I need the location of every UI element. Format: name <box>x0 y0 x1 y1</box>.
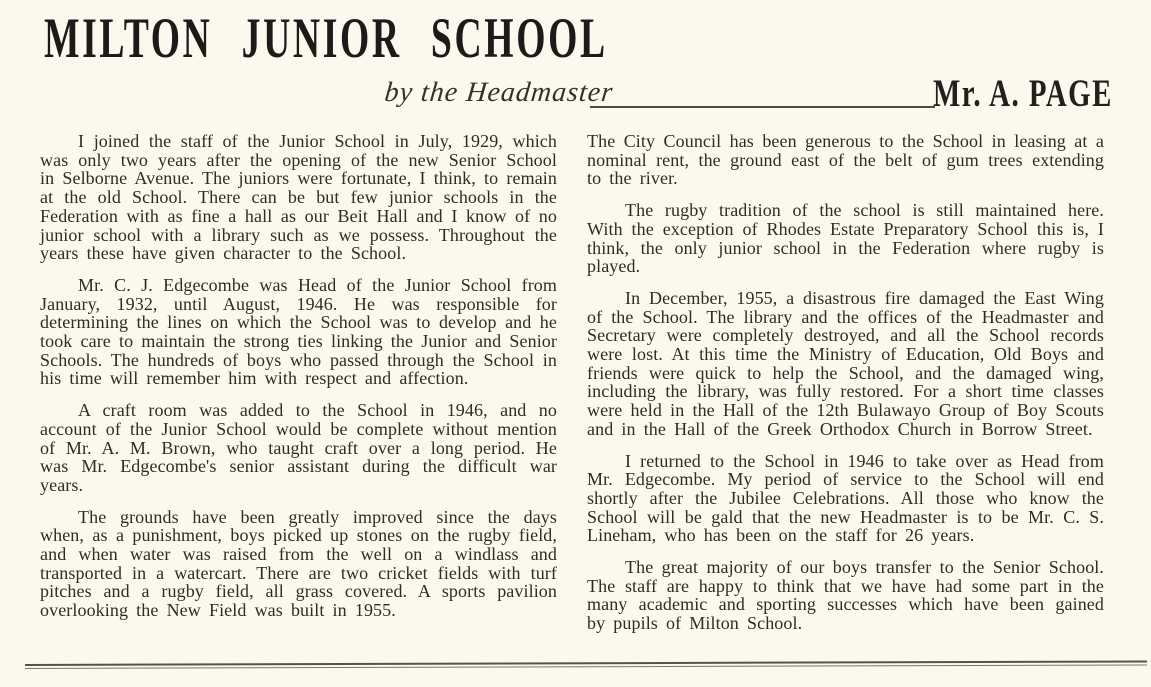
bottom-divider-rule-inner <box>25 664 1147 669</box>
paragraph-grounds: The grounds have been greatly improved since the days when, as a punishment, boys picked up stones on the rugby field, and when water was raised from the well on a windlass and transported in a watercart. There are two cricket fields with turf pitches and a rugby field, all grass covered. A sports pavilion overlooking the New Field was built in 1955. <box>40 506 557 621</box>
paragraph-fire: In December, 1955, a disastrous fire damaged the East Wing of the School. The library and the offices of the Headmaster and Secretary were completely destroyed, and all the School records were lost. At this time the Ministry of Education, Old Boys and friends were quick to help the School, and the damaged wing, including the library, was fully restored. For a short time classes were held in the Hall of the 12th Bulawayo Group of Boy Scouts and in the Hall of the Greek Orthodox Church in Borrow Street. <box>587 287 1104 439</box>
byline-prefix: by the Headmaster <box>383 77 615 108</box>
byline-rule <box>590 106 935 108</box>
byline-author: Mr. A. PAGE <box>933 72 1113 115</box>
bottom-divider-rule <box>25 660 1147 669</box>
paragraph-transfer: The great majority of our boys transfer to the Senior School. The staff are happy to think that we have had some part in the many academic and sporting successes which have been gained by pupils of Milton School. <box>587 557 1104 634</box>
paragraph-join-staff: I joined the staff of the Junior School in July, 1929, which was only two years after the opening of the new Senior School in Selborne Avenue. The juniors were fortunate, I think, to remain at the old School. There can be but few junior schools in the Federation with as fine a hall as our Beit Hall and I know of no junior school with a library such as we possess. Throughout the years these have given character to the School. <box>40 131 557 264</box>
paragraph-rugby-tradition: The rugby tradition of the school is still maintained here. With the exception of Rhodes Estate Preparatory School this is, I think, the only junior school in the Federation where rugby is played. <box>587 200 1104 277</box>
paragraph-city-council: The City Council has been generous to the School in leasing at a nominal rent, the ground east of the belt of gum trees extending to the river. <box>587 131 1104 189</box>
paragraph-returned: I returned to the School in 1946 to take over as Head from Mr. Edgecombe. My period of service to the School will end shortly after the Jubilee Celebrations. All those who know the School will be gald that the new Headmaster is to be Mr. C. S. Lineham, who has been on the staff for 26 years. <box>587 450 1104 546</box>
article-title: MILTON JUNIOR SCHOOL <box>44 7 608 70</box>
right-column <box>587 132 1104 646</box>
left-column <box>40 132 557 633</box>
paragraph-edgecombe: Mr. C. J. Edgecombe was Head of the Junior School from January, 1932, until August, 1946. He was responsible for determining the lines on which the School was to develop and he took care to maintain the strong ties linking the Junior and Senior Schools. The hundreds of boys who passed through the School in his time will remember him with respect and affection. <box>40 274 557 389</box>
paragraph-craft-room: A craft room was added to the School in 1946, and no account of the Junior School would be complete without mention of Mr. A. M. Brown, who taught craft over a long period. He was Mr. Edgecombe's senior assistant during the difficult war years. <box>40 400 557 495</box>
